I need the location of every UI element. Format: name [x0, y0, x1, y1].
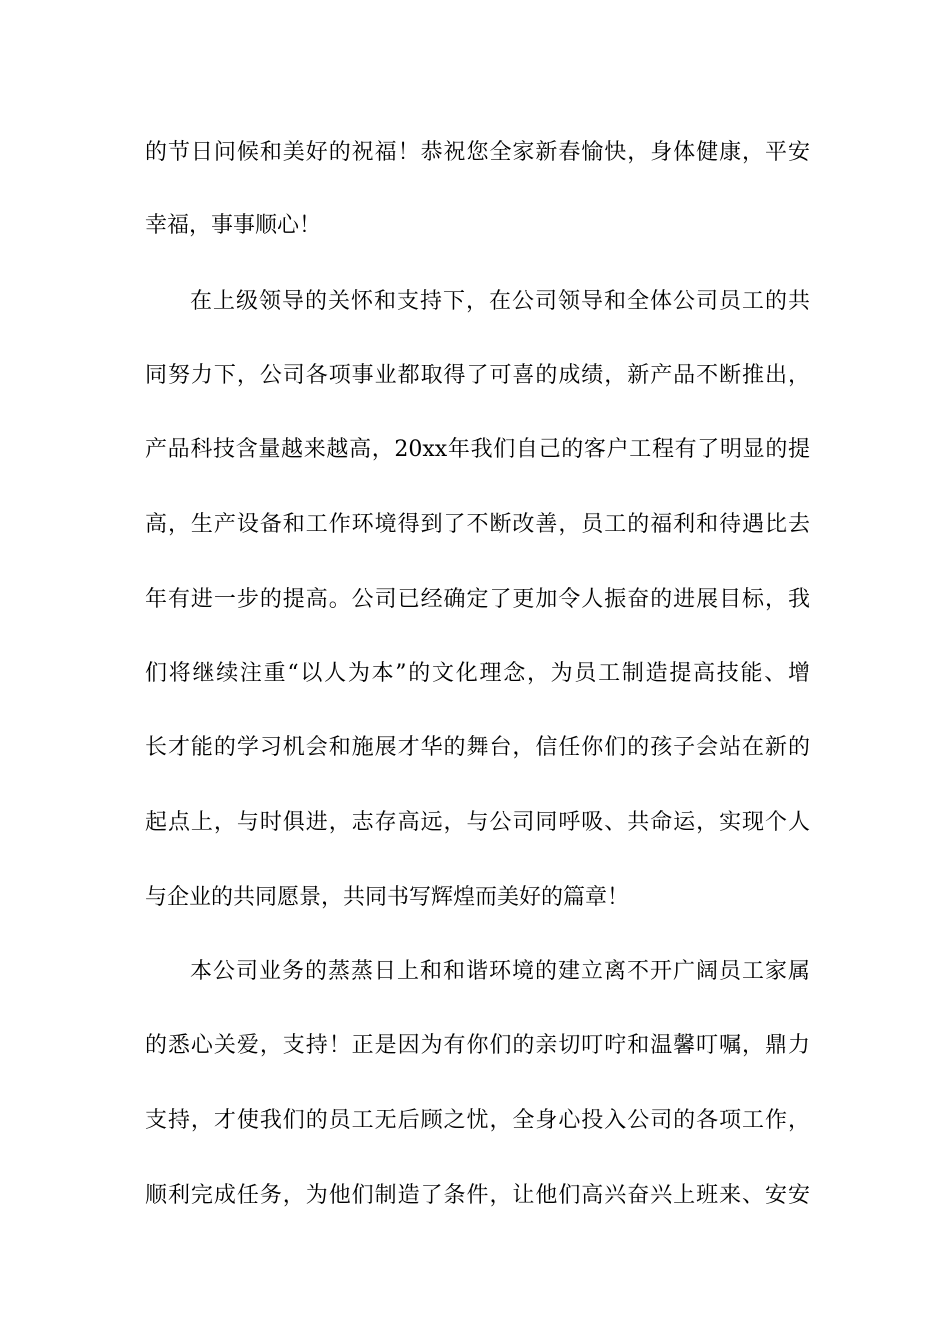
paragraph-line: 的悉心关爱，支持！正是因为有你们的亲切叮咛和温馨叮嘱，鼎力: [145, 1033, 810, 1058]
paragraph-line: 们将继续注重“以人为本”的文化理念，为员工制造提高技能、增: [145, 661, 810, 686]
paragraph-line: 长才能的学习机会和施展才华的舞台，信任你们的孩子会站在新的: [145, 735, 810, 760]
paragraph-line: 与企业的共同愿景，共同书写辉煌而美好的篇章！: [145, 885, 630, 910]
paragraph-line: 同努力下，公司各项事业都取得了可喜的成绩，新产品不断推出，: [145, 363, 810, 388]
paragraph-line: 支持，才使我们的员工无后顾之忧，全身心投入公司的各项工作，: [145, 1108, 810, 1133]
paragraph-line: 在上级领导的关怀和支持下，在公司领导和全体公司员工的共: [190, 289, 810, 314]
paragraph-line: 幸福，事事顺心！: [145, 213, 322, 238]
paragraph-line: 顺利完成任务，为他们制造了条件，让他们高兴奋兴上班来、安安: [145, 1183, 810, 1208]
paragraph-line: 产品科技含量越来越高，20xx年我们自己的客户工程有了明显的提: [145, 437, 810, 462]
paragraph-line: 年有进一步的提高。公司已经确定了更加令人振奋的进展目标，我: [145, 587, 810, 612]
paragraph-line: 起点上，与时俱进，志存高远，与公司同呼吸、共命运，实现个人: [145, 810, 810, 835]
paragraph-line: 高，生产设备和工作环境得到了不断改善，员工的福利和待遇比去: [145, 512, 810, 537]
paragraph-line: 的节日问候和美好的祝福！恭祝您全家新春愉快，身体健康，平安: [145, 140, 810, 165]
paragraph-line: 本公司业务的蒸蒸日上和和谐环境的建立离不开广阔员工家属: [190, 959, 810, 984]
